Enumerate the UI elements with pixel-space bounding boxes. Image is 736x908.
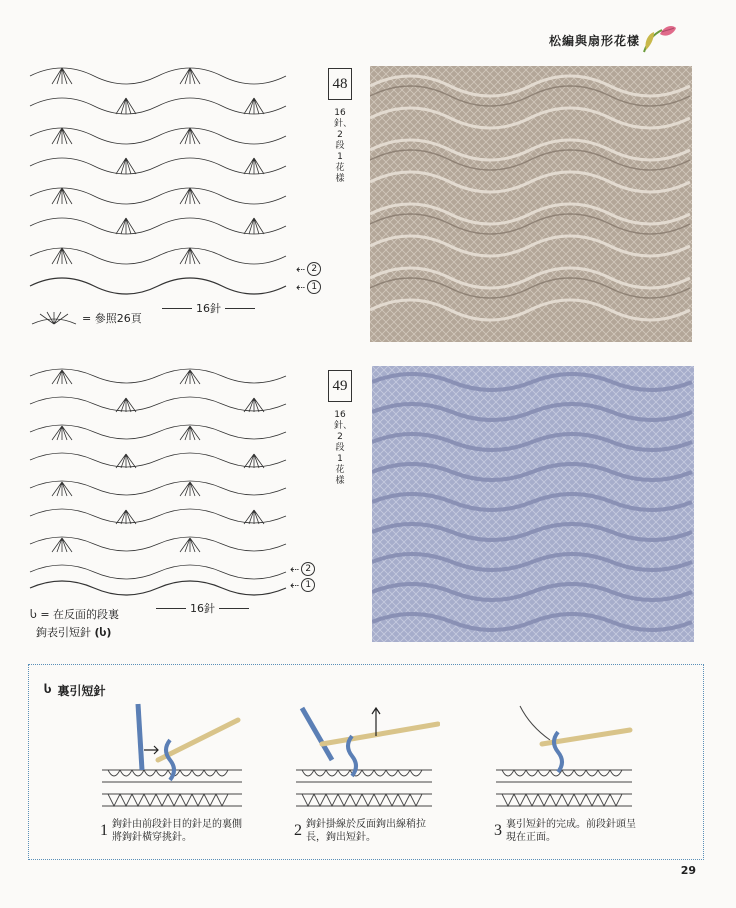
step-2-illustration (292, 700, 440, 812)
fan-stitch-note: = 參照26頁 (30, 310, 142, 326)
technique-title: Ⴑ 裏引短針 (44, 682, 106, 698)
page-number: 29 (680, 864, 696, 877)
step-3-caption: 3 裏引短針的完成。前段針頭呈現在正面。 (494, 819, 636, 843)
step-2-caption: 2 鉤針掛線於反面鉤出線稍拉長，鉤出短針。 (294, 819, 426, 843)
leaf-flower-icon (640, 20, 680, 56)
stitch-count-label: 16針 (162, 300, 255, 316)
stitch-count-label: 16針 (156, 600, 249, 616)
step-1-illustration (98, 700, 246, 812)
row-marker-1: ⇠ 1 (296, 280, 321, 294)
back-post-sc-symbol: Ⴑ (30, 608, 37, 621)
stitch-symbol-note: Ⴑ = 在反面的段裏 鉤表引短針 (Ⴑ) (30, 608, 120, 639)
fan-stitch-icon (30, 310, 78, 326)
pattern-repeat-49: 16針、2段1花樣 (334, 410, 353, 486)
pattern-number-49: 49 (328, 370, 352, 402)
page-header-title: 松編與扇形花樣 (548, 34, 640, 48)
arrow-left-icon: ⇠ (290, 578, 300, 592)
row-marker-2: ⇠ 2 (290, 562, 315, 576)
swatch-photo-48 (370, 66, 692, 342)
crochet-chart-48 (22, 58, 292, 304)
arrow-left-icon: ⇠ (296, 280, 306, 294)
pattern-repeat-48: 16針、2段1花樣 (334, 108, 353, 184)
back-post-sc-symbol: Ⴑ (44, 682, 52, 696)
step-1-caption: 1 鉤針由前段針目的針足的裏側將鉤針橫穿挑針。 (100, 819, 242, 843)
row-marker-2: ⇠ 2 (296, 262, 321, 276)
swatch-photo-49 (372, 366, 694, 642)
row-marker-1: ⇠ 1 (290, 578, 315, 592)
arrow-left-icon: ⇠ (290, 562, 300, 576)
step-3-illustration (492, 700, 640, 812)
arrow-left-icon: ⇠ (296, 262, 306, 276)
pattern-number-48: 48 (328, 68, 352, 100)
crochet-chart-49 (22, 362, 292, 602)
arrow-icon (144, 746, 158, 754)
